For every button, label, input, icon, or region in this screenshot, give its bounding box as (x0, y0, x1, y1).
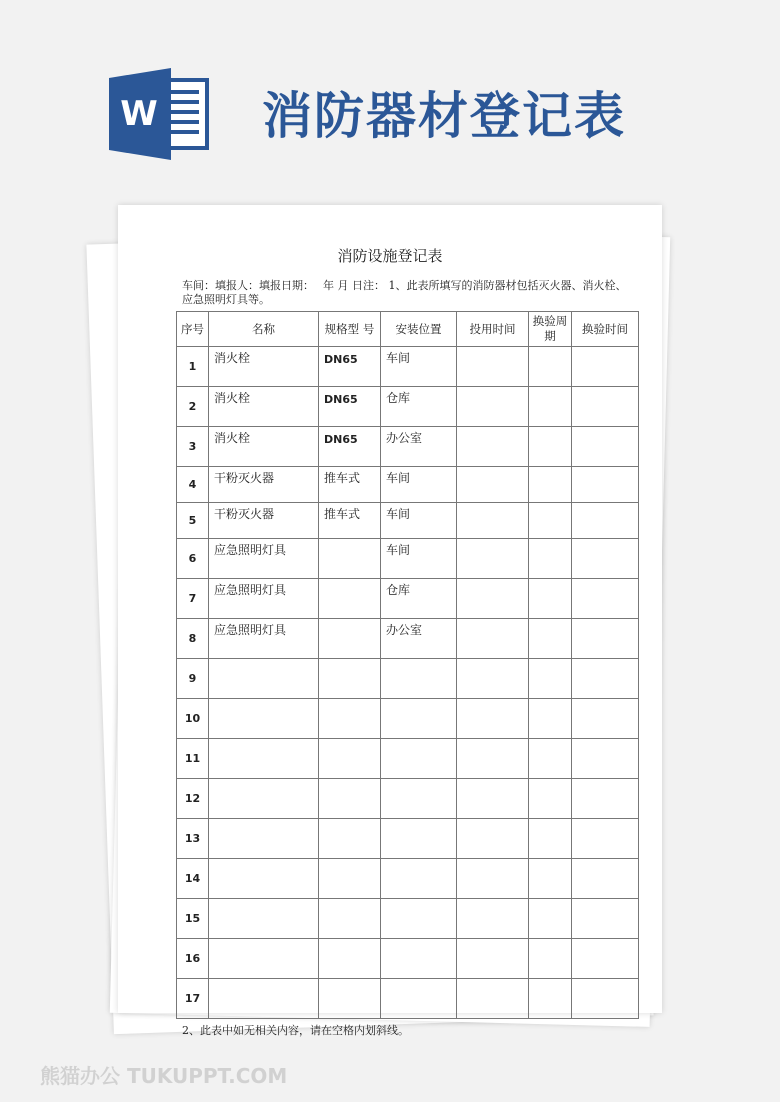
table-row (177, 779, 639, 819)
cell-loc: 仓库 (381, 579, 457, 619)
table-row (177, 387, 639, 427)
cell-empty (529, 387, 572, 427)
cell-empty (457, 859, 529, 899)
cell-no: 9 (177, 659, 209, 699)
cell-spec (319, 979, 381, 1019)
cell-name: 应急照明灯具 (209, 619, 319, 659)
cell-empty (572, 619, 639, 659)
cell-empty (572, 579, 639, 619)
cell-name (209, 979, 319, 1019)
cell-name: 应急照明灯具 (209, 539, 319, 579)
svg-text:W: W (120, 94, 158, 134)
cell-empty (529, 539, 572, 579)
cell-empty (572, 347, 639, 387)
cell-empty (529, 979, 572, 1019)
table-row (177, 979, 639, 1019)
cell-loc: 车间 (381, 347, 457, 387)
cell-empty (457, 467, 529, 503)
cell-loc (381, 939, 457, 979)
cell-spec: 推车式 (319, 503, 381, 539)
word-logo-icon (109, 68, 209, 160)
cell-spec (319, 779, 381, 819)
column-header: 换验时间 (572, 312, 639, 347)
cell-empty (529, 619, 572, 659)
cell-empty (529, 467, 572, 503)
cell-loc: 车间 (381, 503, 457, 539)
cell-no: 4 (177, 467, 209, 503)
cell-name: 应急照明灯具 (209, 579, 319, 619)
cell-spec: 推车式 (319, 467, 381, 503)
table-row (177, 819, 639, 859)
cell-empty (529, 699, 572, 739)
cell-name (209, 939, 319, 979)
cell-empty (457, 939, 529, 979)
cell-name (209, 739, 319, 779)
cell-empty (457, 503, 529, 539)
cell-spec (319, 659, 381, 699)
cell-empty (572, 819, 639, 859)
cell-empty (457, 979, 529, 1019)
cell-name: 消火栓 (209, 427, 319, 467)
column-header: 安装位置 (381, 312, 457, 347)
cell-empty (572, 859, 639, 899)
table-row (177, 539, 639, 579)
cell-empty (572, 387, 639, 427)
document-title: 消防设施登记表 (337, 247, 443, 265)
cell-empty (457, 699, 529, 739)
headline-title: 消防器材登记表 (262, 86, 626, 145)
cell-spec (319, 699, 381, 739)
cell-empty (529, 739, 572, 779)
cell-empty (572, 979, 639, 1019)
cell-spec (319, 739, 381, 779)
cell-empty (572, 779, 639, 819)
cell-no: 17 (177, 979, 209, 1019)
cell-empty (572, 427, 639, 467)
cell-name (209, 899, 319, 939)
cell-empty (572, 739, 639, 779)
cell-loc: 车间 (381, 539, 457, 579)
cell-spec (319, 899, 381, 939)
cell-empty (457, 899, 529, 939)
cell-spec: DN65 (319, 387, 381, 427)
cell-empty (457, 619, 529, 659)
cell-empty (457, 579, 529, 619)
table-row (177, 939, 639, 979)
table-row (177, 699, 639, 739)
cell-spec (319, 619, 381, 659)
cell-loc (381, 699, 457, 739)
table-row (177, 619, 639, 659)
column-header: 名称 (209, 312, 319, 347)
cell-empty (529, 659, 572, 699)
cell-name (209, 699, 319, 739)
cell-empty (572, 659, 639, 699)
document-info: 车间：填报人：填报日期： 年 月 日注： 1、此表所填写的消防器材包括灭火器、消火栓、应急照明灯具等。 (182, 279, 627, 306)
cell-empty (457, 779, 529, 819)
cell-name (209, 659, 319, 699)
table-row (177, 659, 639, 699)
cell-empty (529, 899, 572, 939)
cell-empty (457, 819, 529, 859)
cell-loc (381, 819, 457, 859)
cell-loc (381, 899, 457, 939)
cell-no: 2 (177, 387, 209, 427)
cell-spec: DN65 (319, 427, 381, 467)
cell-name: 干粉灭火器 (209, 467, 319, 503)
cell-empty (529, 579, 572, 619)
cell-name: 消火栓 (209, 387, 319, 427)
cell-no: 5 (177, 503, 209, 539)
cell-empty (457, 539, 529, 579)
column-header: 序号 (177, 312, 209, 347)
cell-spec (319, 939, 381, 979)
cell-loc (381, 739, 457, 779)
cell-no: 13 (177, 819, 209, 859)
cell-loc (381, 859, 457, 899)
register-table (176, 311, 639, 1019)
cell-empty (529, 347, 572, 387)
cell-empty (572, 539, 639, 579)
cell-empty (572, 899, 639, 939)
cell-no: 11 (177, 739, 209, 779)
table-row (177, 467, 639, 503)
cell-empty (572, 699, 639, 739)
cell-empty (572, 467, 639, 503)
cell-empty (529, 859, 572, 899)
cell-loc: 车间 (381, 467, 457, 503)
column-header: 换验周期 (529, 312, 572, 347)
cell-no: 15 (177, 899, 209, 939)
document-page (118, 205, 662, 1037)
cell-no: 3 (177, 427, 209, 467)
cell-name (209, 779, 319, 819)
cell-empty (529, 819, 572, 859)
column-header: 规格型 号 (319, 312, 381, 347)
cell-no: 16 (177, 939, 209, 979)
cell-spec (319, 579, 381, 619)
cell-no: 8 (177, 619, 209, 659)
cell-no: 7 (177, 579, 209, 619)
cell-empty (572, 503, 639, 539)
cell-spec: DN65 (319, 347, 381, 387)
column-header: 投用时间 (457, 312, 529, 347)
cell-spec (319, 539, 381, 579)
cell-no: 1 (177, 347, 209, 387)
cell-name (209, 819, 319, 859)
table-row (177, 899, 639, 939)
cell-empty (529, 427, 572, 467)
cell-loc (381, 659, 457, 699)
cell-loc: 办公室 (381, 427, 457, 467)
table-row (177, 503, 639, 539)
cell-empty (457, 427, 529, 467)
cell-empty (529, 503, 572, 539)
cell-no: 14 (177, 859, 209, 899)
cell-empty (529, 779, 572, 819)
cell-loc (381, 779, 457, 819)
cell-empty (457, 387, 529, 427)
cell-empty (457, 739, 529, 779)
cell-no: 6 (177, 539, 209, 579)
table-row (177, 347, 639, 387)
cell-spec (319, 819, 381, 859)
cell-name (209, 859, 319, 899)
cell-empty (457, 659, 529, 699)
watermark: 熊猫办公 TUKUPPT.COM (40, 1064, 288, 1088)
cell-empty (572, 939, 639, 979)
cell-empty (529, 939, 572, 979)
cell-no: 12 (177, 779, 209, 819)
cell-name: 消火栓 (209, 347, 319, 387)
table-row (177, 739, 639, 779)
table-row (177, 427, 639, 467)
cell-loc (381, 979, 457, 1019)
cell-name: 干粉灭火器 (209, 503, 319, 539)
document-note: 2、此表中如无相关内容，请在空格内划斜线。 (182, 1024, 409, 1037)
table-row (177, 579, 639, 619)
cell-no: 10 (177, 699, 209, 739)
cell-empty (457, 347, 529, 387)
table-row (177, 859, 639, 899)
cell-loc: 办公室 (381, 619, 457, 659)
cell-spec (319, 859, 381, 899)
cell-loc: 仓库 (381, 387, 457, 427)
